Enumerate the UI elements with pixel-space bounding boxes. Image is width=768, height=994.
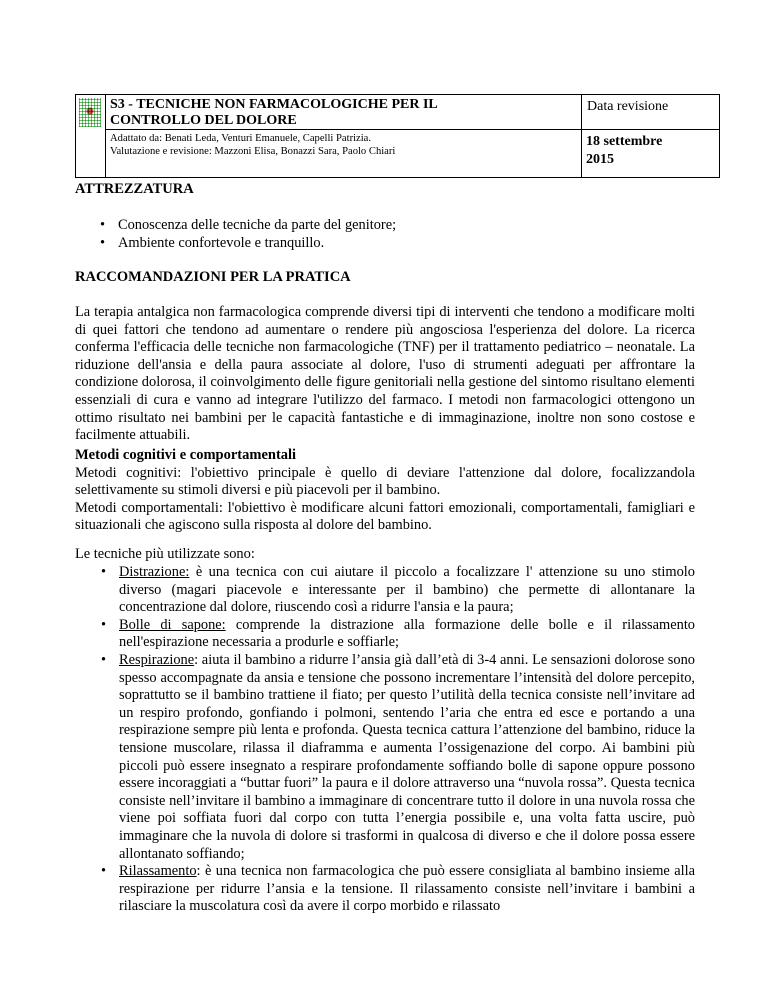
logo-cell [76,95,106,178]
bullet-icon: • [101,863,107,880]
methods-heading: Metodi cognitivi e comportamentali [75,447,297,463]
technique-term: Distrazione: [119,564,190,580]
reviewed-by: Valutazione e revisione: Mazzoni Elisa, Bonazzi Sara, Paolo Chiari [110,146,396,157]
technique-term: Rilassamento [119,863,197,880]
list-item [75,863,695,916]
revision-date-line-2: 2015 [586,152,614,167]
technique-term: Bolle di sapone: [119,616,226,633]
bullet-icon: • [100,217,106,233]
technique-text: : aiuta il bambino a ridurre l’ansia già dall’età di 3-4 anni. Le sensazioni dolorose sono spesso accompagnate da ansia e tensione che possono incrementare l’intensità del dolore percepito, soprattutto se il bambino trattiene il fiato; per questo l’utilità della tecnica consiste nell’invitare ad un respiro profondo, gonfiando i polmoni, sentendo l’aria che entra ed esce e portando a una respirazione sempre più lenta e profonda. Questa tecnica cattura l’attenzione del bambino, riduce la tensione muscolare, rilassa il diaframma e aumenta l’ossigenazione del corpo. Ai bambini più piccoli può essere insegnato a respirare profondamente soffiando bolle di sapone oppure possono essere incoraggiati a “buttar fuori” la paura e il dolore attraverso una “nuvola rossa”. Questa tecnica consiste nell’invitare il bambino a immaginare di concentrare tutto il dolore in una nuvola rossa che viene poi soffiata fuori dal corpo con tutta l’energia possibile e, una volta fatta uscire, può immaginare che la nuvola di dolore si trasformi in qualcosa di diverso e che il dolore possa essere allontanato soffiando; [119,651,695,862]
title-line-1: S3 - TECNICHE NON FARMACOLOGICHE PER IL [110,97,438,112]
cognitive-methods: Metodi cognitivi: l'obiettivo principale è quello di deviare l'attenzione dal dolore, focalizzandola selettivamente su stimoli diversi e più piacevoli per il bambino. [75,464,695,499]
authors-info [106,130,582,178]
practice-heading: RACCOMANDAZIONI PER LA PRATICA [75,269,351,285]
practice-paragraph: La terapia antalgica non farmacologica comprende diversi tipi di interventi che tendono a modificare molti di quei fattori che tendono ad aumentare o rendere più angosciosa l'esperienza del dolore. La ricerca conferma l'efficacia delle tecniche non farmacologiche (TNF) per il trattamento pediatrico – neonatale. La riduzione dell'ansia e della paura associate al dolore, l'uso di strumenti adeguati per affrontare la condizione dolorosa, il coinvolgimento delle figure genitoriali nella gestione del sintomo risultano elementi essenziali di cura e vanno ad integrare l'utilizzo del farmaco. I metodi non farmacologici ottengono un ottimo risultato nei bambini per le capacità fantastiche e di immaginazione, inoltre non sono costose e facilmente attuabili. [75,304,695,444]
list-item: • Ambiente confortevole e tranquillo. [100,234,325,251]
technique-text: comprende la distrazione alla formazione delle bolle e il rilassamento nell'espirazione necessaria a produrle e soffiarle; [119,616,696,651]
revision-date-line-1: 18 settembre [586,134,663,149]
bullet-icon: • [101,564,107,580]
list-item [75,564,695,617]
document-title [106,95,582,130]
revision-date [582,130,720,178]
methods-section [75,447,695,535]
logo-icon [79,98,101,127]
list-item: • Conoscenza delle tecniche da parte del genitore; [100,217,397,233]
technique-text: è una tecnica con cui aiutare il piccolo a focalizzare l' attenzione su uno stimolo diverso (magari piacevole e interessante per il bambino) che permette di allontanare la concentrazione dal dolore, riuscendo così a ridurre l'ansia e la paura; [119,564,695,616]
behavioral-methods: Metodi comportamentali: l'obiettivo è modificare alcuni fattori emozionali, comportamentali, famigliari e situazionali che agiscono sulla risposta al dolore del bambino. [75,499,695,534]
equipment-list [75,217,695,252]
adapted-by: Adattato da: Benati Leda, Venturi Emanuele, Capelli Patrizia. [110,133,372,144]
equipment-heading: ATTREZZATURA [75,181,194,197]
date-label: Data revisione [582,95,720,130]
bullet-icon: • [100,234,106,251]
list-item [75,617,695,652]
techniques-intro: Le tecniche più utilizzate sono: [75,546,255,562]
document-header [75,94,720,178]
technique-term: Respirazione [119,651,195,668]
bullet-icon: • [101,616,107,633]
list-item [75,652,695,863]
title-line-2: CONTROLLO DEL DOLORE [110,113,297,128]
technique-text: : è una tecnica non farmacologica che può essere consigliata al bambino insieme alla respirazione per ridurre l’ansia e la tensione. Il rilassamento consiste nell’invitare i bambini a rilasciare la muscolatura così da avere il corpo morbido e rilassato [119,863,695,915]
techniques-list [75,564,695,916]
bullet-icon: • [101,651,107,668]
